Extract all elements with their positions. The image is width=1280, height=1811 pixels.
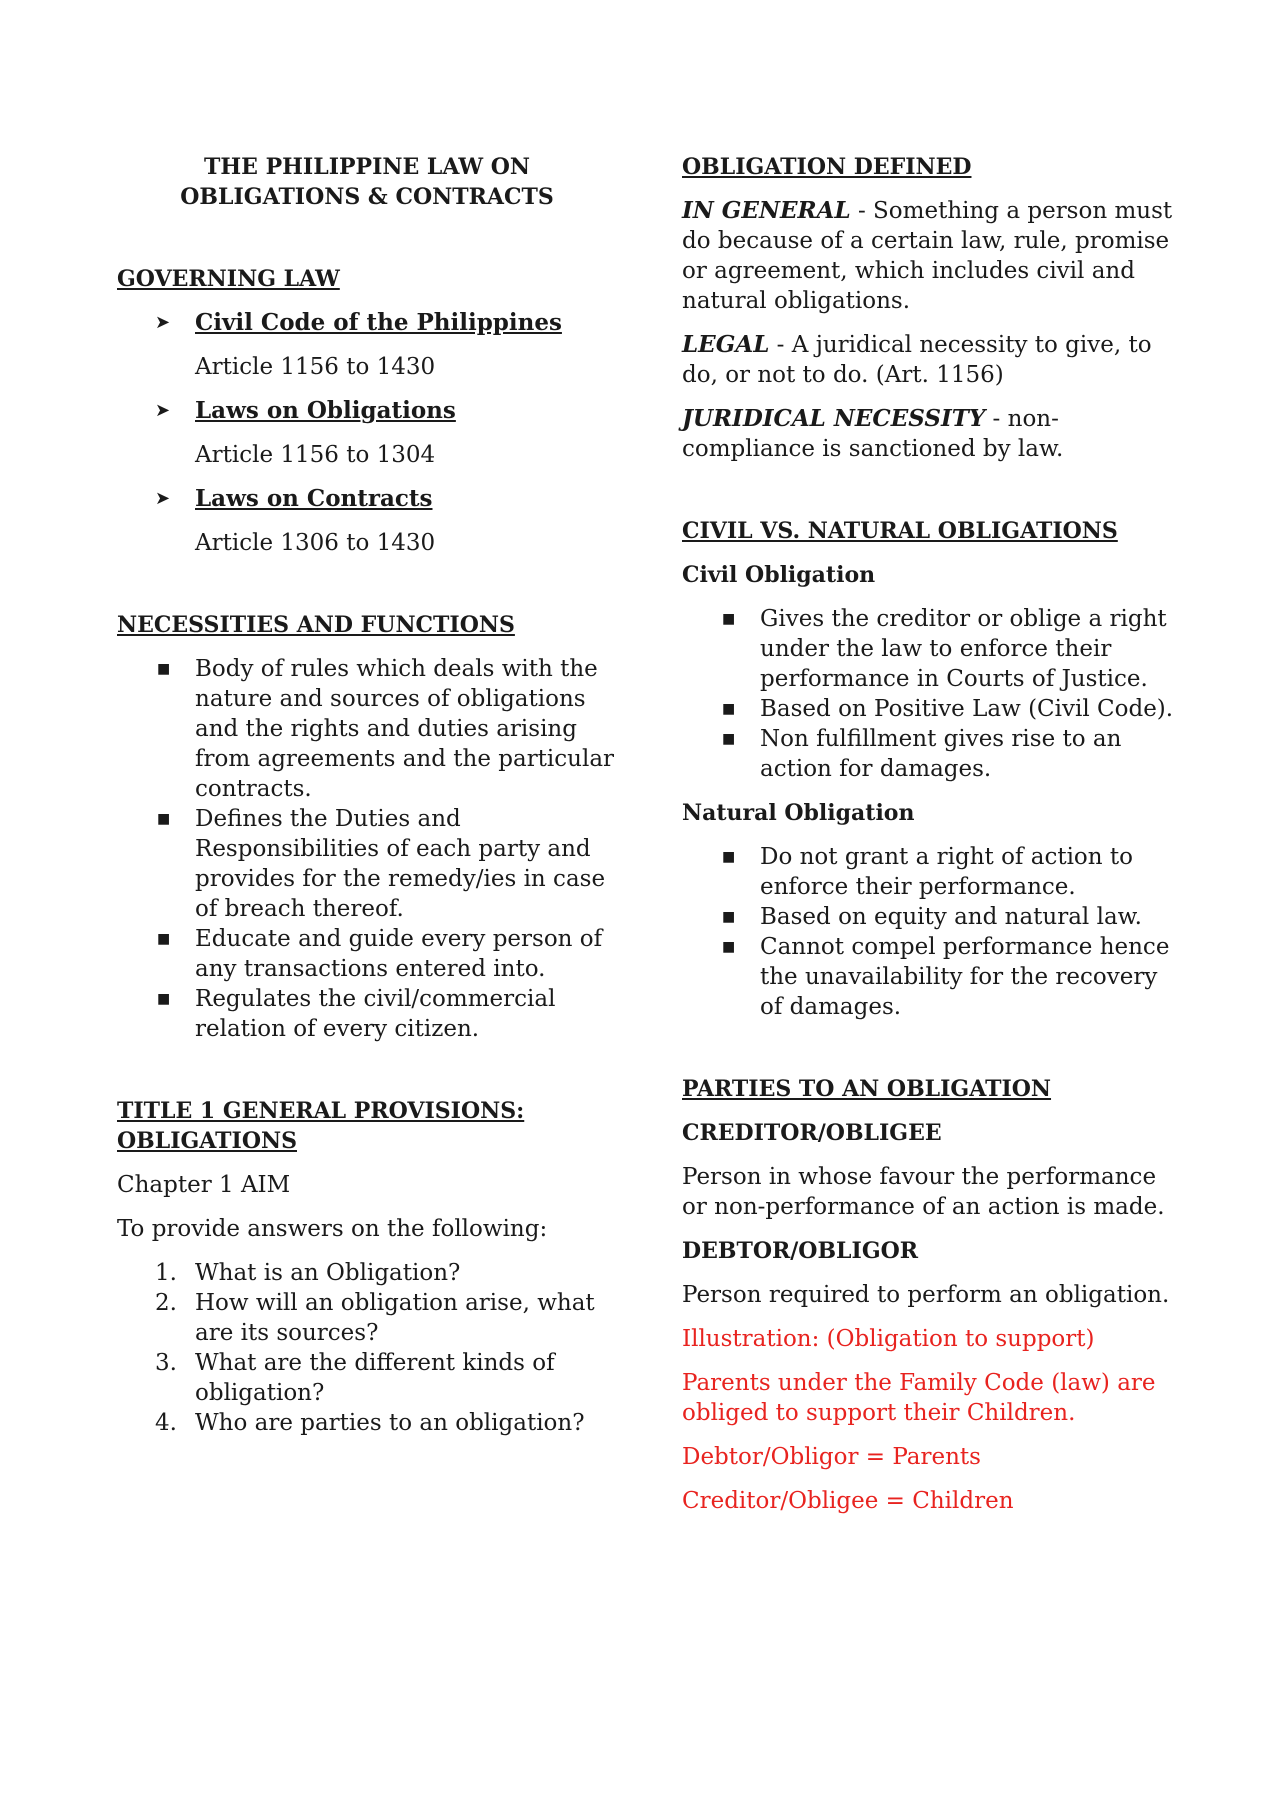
- document-title: [117, 152, 617, 212]
- natural-obligation-list: [682, 842, 1182, 1022]
- definition-text: - Something a person must do because of a certain law, rule, promise or agreement, which includes civil and natural obligations.: [682, 198, 1173, 314]
- list-item-text: What is an Obligation?: [195, 1260, 461, 1286]
- obligation-defined-section: [682, 152, 1182, 464]
- list-item-text: What are the different kinds of obligation?: [195, 1350, 555, 1406]
- square-bullet-icon: ■: [722, 731, 736, 747]
- left-column: [117, 152, 617, 1438]
- necessities-heading: NECESSITIES AND FUNCTIONS: [117, 612, 515, 638]
- governing-law-article: Article 1156 to 1304: [195, 442, 436, 468]
- list-number: 1.: [155, 1260, 177, 1286]
- list-item-text: Non fulfillment gives rise to an action for damages.: [760, 726, 1122, 782]
- list-item: [117, 1348, 617, 1408]
- definition-term: IN GENERAL: [682, 197, 851, 224]
- list-item-text: Gives the creditor or oblige a right under the law to enforce their performance in Courts of Justice.: [760, 606, 1167, 692]
- title1-heading: [117, 1096, 617, 1156]
- list-item-text: Educate and guide every person of any transactions entered into.: [195, 926, 603, 982]
- square-bullet-icon: ■: [157, 661, 171, 677]
- square-bullet-icon: ■: [722, 939, 736, 955]
- aim-questions-list: [117, 1258, 617, 1438]
- list-item-text: Defines the Duties and Responsibilities of each party and provides for the remedy/ies in case of breach thereof.: [195, 806, 606, 922]
- civil-vs-natural-section: [682, 516, 1182, 1022]
- governing-law-item: [117, 396, 617, 426]
- list-item-text: Based on Positive Law (Civil Code).: [760, 696, 1174, 722]
- governing-law-heading: GOVERNING LAW: [117, 266, 340, 292]
- arrow-bullet-icon: ➤: [155, 488, 171, 509]
- definition-text: - non-compliance is sanctioned by law.: [682, 406, 1064, 462]
- list-item-text: Body of rules which deals with the nature and sources of obligations and the rights and duties arising from agreements and the particular contracts.: [195, 656, 615, 802]
- governing-law-label: Civil Code of the Philippines: [195, 309, 562, 336]
- document-title-line2: OBLIGATIONS & CONTRACTS: [180, 184, 554, 210]
- list-item: [682, 902, 1182, 932]
- square-bullet-icon: ■: [157, 991, 171, 1007]
- list-item: [117, 984, 617, 1044]
- document-title-line1: THE PHILIPPINE LAW ON: [204, 154, 530, 180]
- list-item-text: Regulates the civil/commercial relation of every citizen.: [195, 986, 556, 1042]
- title1-heading-line1: TITLE 1 GENERAL PROVISIONS:: [117, 1098, 525, 1124]
- definition: [682, 330, 1182, 390]
- list-item: [682, 842, 1182, 902]
- creditor-text: Person in whose favour the performance or non-performance of an action is made.: [682, 1164, 1165, 1220]
- list-item: [682, 724, 1182, 784]
- list-item: [117, 804, 617, 924]
- list-item-text: Do not grant a right of action to enforce their performance.: [760, 844, 1133, 900]
- title1-section: [117, 1096, 617, 1438]
- definition-term: LEGAL: [682, 331, 770, 358]
- necessities-section: [117, 610, 617, 1044]
- square-bullet-icon: ■: [722, 701, 736, 717]
- governing-law-article: Article 1156 to 1430: [195, 354, 436, 380]
- list-item: [682, 932, 1182, 1022]
- list-item-text: Who are parties to an obligation?: [195, 1410, 585, 1436]
- list-number: 2.: [155, 1290, 177, 1316]
- square-bullet-icon: ■: [722, 849, 736, 865]
- governing-law-article: Article 1306 to 1430: [195, 530, 436, 556]
- list-item: [682, 694, 1182, 724]
- creditor-equation: Creditor/Obligee = Children: [682, 1488, 1014, 1514]
- governing-law-label: Laws on Contracts: [195, 485, 433, 512]
- governing-law-item: [117, 484, 617, 514]
- list-item: [117, 1288, 617, 1348]
- governing-law-section: [117, 264, 617, 558]
- parties-section: [682, 1074, 1182, 1516]
- square-bullet-icon: ■: [722, 909, 736, 925]
- list-item: [117, 1258, 617, 1288]
- square-bullet-icon: ■: [722, 611, 736, 627]
- parties-heading: PARTIES TO AN OBLIGATION: [682, 1076, 1052, 1102]
- governing-law-label: Laws on Obligations: [195, 397, 456, 424]
- civil-obligation-list: [682, 604, 1182, 784]
- list-item: [117, 924, 617, 984]
- list-item: [117, 1408, 617, 1438]
- list-item-text: Cannot compel performance hence the unavailability for the recovery of damages.: [760, 934, 1170, 1020]
- necessities-list: [117, 654, 617, 1044]
- list-item-text: Based on equity and natural law.: [760, 904, 1142, 930]
- right-column: [682, 152, 1182, 1516]
- square-bullet-icon: ■: [157, 931, 171, 947]
- illustration-label: Illustration: (Obligation to support): [682, 1326, 1095, 1352]
- list-item: [682, 604, 1182, 694]
- chapter-label: Chapter 1 AIM: [117, 1172, 291, 1198]
- list-item: [117, 654, 617, 804]
- civil-vs-natural-heading: CIVIL VS. NATURAL OBLIGATIONS: [682, 518, 1118, 544]
- title1-heading-line2: OBLIGATIONS: [117, 1128, 297, 1154]
- list-number: 3.: [155, 1350, 177, 1376]
- aim-intro: To provide answers on the following:: [117, 1216, 548, 1242]
- illustration-text: Parents under the Family Code (law) are obliged to support their Children.: [682, 1370, 1156, 1426]
- debtor-heading: DEBTOR/OBLIGOR: [682, 1238, 919, 1264]
- list-number: 4.: [155, 1410, 177, 1436]
- civil-obligation-heading: Civil Obligation: [682, 562, 876, 588]
- obligation-defined-heading: OBLIGATION DEFINED: [682, 154, 972, 180]
- governing-law-item: [117, 308, 617, 338]
- debtor-equation: Debtor/Obligor = Parents: [682, 1444, 981, 1470]
- arrow-bullet-icon: ➤: [155, 400, 171, 421]
- natural-obligation-heading: Natural Obligation: [682, 800, 915, 826]
- debtor-text: Person required to perform an obligation.: [682, 1282, 1170, 1308]
- arrow-bullet-icon: ➤: [155, 312, 171, 333]
- definition: [682, 196, 1182, 316]
- list-item-text: How will an obligation arise, what are its sources?: [195, 1290, 595, 1346]
- creditor-heading: CREDITOR/OBLIGEE: [682, 1120, 942, 1146]
- definition-term: JURIDICAL NECESSITY: [682, 405, 986, 432]
- definition-text: - A juridical necessity to give, to do, or not to do. (Art. 1156): [682, 332, 1152, 388]
- square-bullet-icon: ■: [157, 811, 171, 827]
- definition: [682, 404, 1182, 464]
